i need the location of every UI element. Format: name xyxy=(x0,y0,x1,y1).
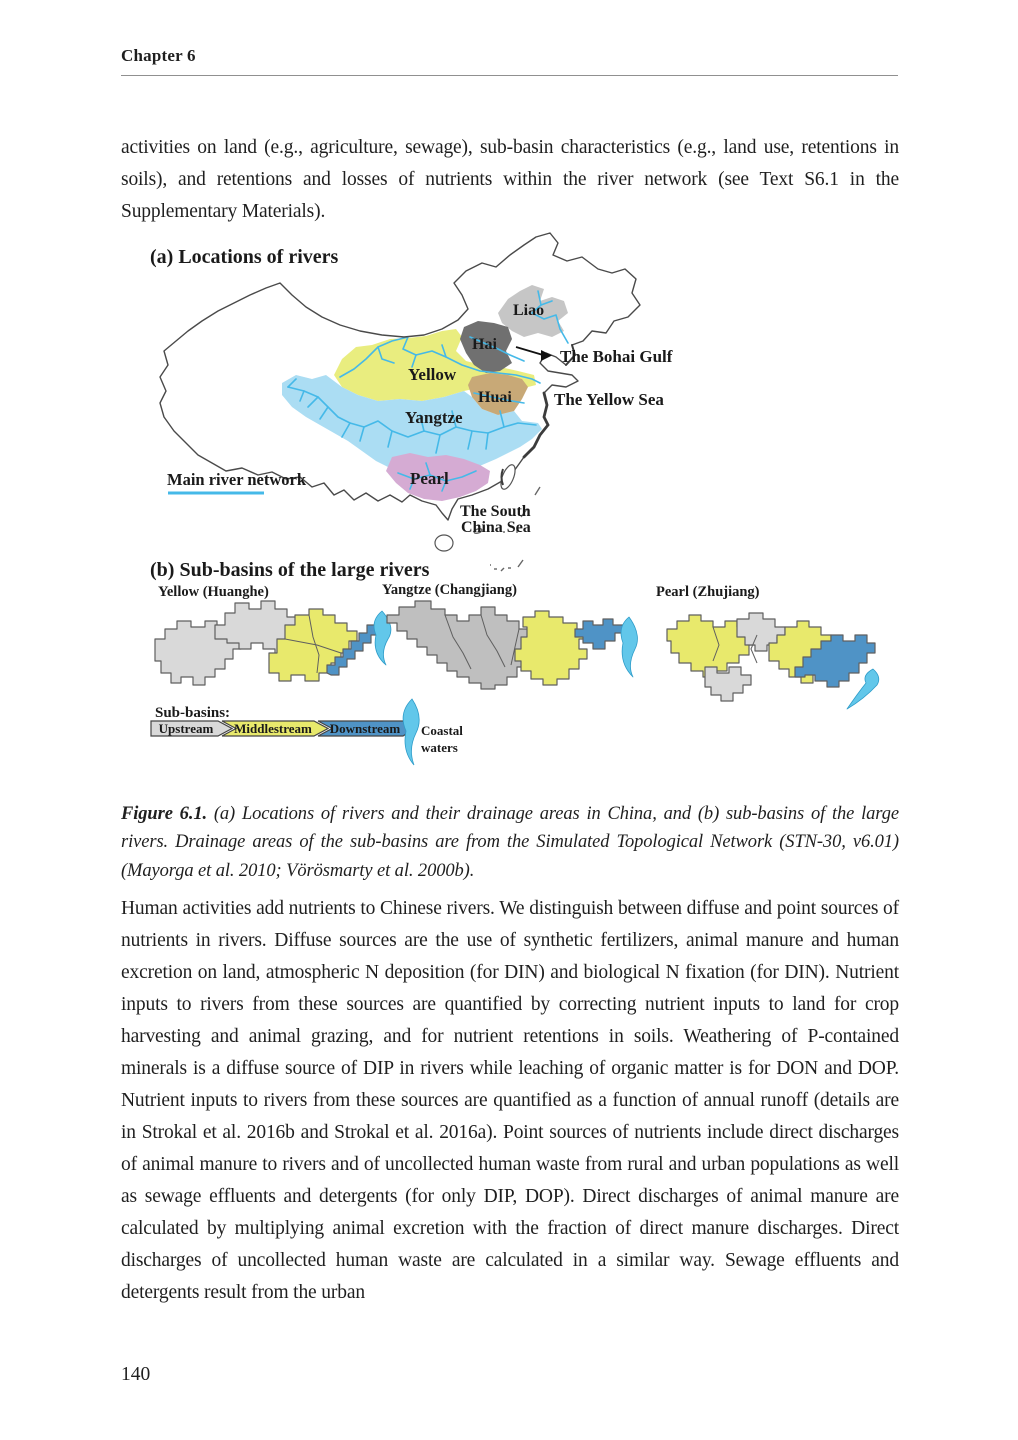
pearl-gray-south xyxy=(705,667,751,701)
pearl-label: Pearl xyxy=(410,469,449,488)
pearl-subbasin-map xyxy=(656,584,879,709)
subbasins-legend xyxy=(151,699,463,765)
figure-caption xyxy=(121,800,899,886)
liao-label: Liao xyxy=(513,302,545,319)
china-map xyxy=(160,233,673,571)
upstream-label: Upstream xyxy=(158,721,214,736)
page-number: 140 xyxy=(121,1364,151,1385)
south-china-sea-label-2: China Sea xyxy=(461,519,531,536)
figure-6-1 xyxy=(120,225,900,777)
river-network-legend-label: Main river network xyxy=(167,470,307,489)
bohai-gulf-label: The Bohai Gulf xyxy=(560,347,673,366)
hainan-island xyxy=(435,535,453,551)
yangtze-subbasin-map xyxy=(382,582,637,689)
paragraph-intro: activities on land (e.g., agriculture, sewage), sub-basin characteristics (e.g., land use, retentions in soils), and retentions and losses of nutrients within the river network (see Text S6.1 in the Supplementary Materials). xyxy=(121,136,899,222)
south-china-sea-label-1: The South xyxy=(460,503,531,520)
chapter-header: Chapter 6 xyxy=(121,46,898,76)
yangtze-label: Yangtze xyxy=(405,408,463,427)
yellow-subbasin-map xyxy=(155,584,391,685)
figure-caption-number: Figure 6.1. xyxy=(121,803,208,824)
figure-caption-text: (a) Locations of rivers and their drainage areas in China, and (b) sub-basins of the large rivers. Drainage areas of the sub-basins are from the Simulated Topological Network (STN-30, v6.01) (Mayorga et al. 2010; Vörösmarty et al. 2000b). xyxy=(121,803,899,881)
river-network-legend xyxy=(167,470,307,493)
yangtze-upstream xyxy=(387,601,541,689)
yangtze-middlestream xyxy=(515,611,587,685)
panel-a-title: (a) Locations of rivers xyxy=(150,246,339,268)
subbasins-legend-label: Sub-basins: xyxy=(155,705,231,721)
middlestream-label: Middlestream xyxy=(234,721,312,736)
bohai-arrow xyxy=(516,347,552,361)
yellow-label: Yellow xyxy=(408,365,457,384)
panel-b-title: (b) Sub-basins of the large rivers xyxy=(150,559,430,581)
yellow-subbasin-title: Yellow (Huanghe) xyxy=(158,584,269,600)
pearl-subbasin-title: Pearl (Zhujiang) xyxy=(656,584,760,600)
yangtze-downstream xyxy=(575,619,623,649)
yangtze-subbasin-title: Yangtze (Changjiang) xyxy=(382,582,517,598)
coastal-waters-label-2: waters xyxy=(421,740,458,755)
coastal-waters-shape xyxy=(403,699,419,765)
figure-svg xyxy=(120,225,900,777)
paragraph-body: Human activities add nutrients to Chinese rivers. We distinguish between diffuse and point sources of nutrients in rivers. Diffuse sources are the use of synthetic fertilizers, animal manure and human excretion on land, atmospheric N deposition (for DIN) and biological N fixation (for DIN). Nutrient inputs to rivers from these sources are quantified by correcting nutrient inputs to land for crop harvesting and animal grazing, and for nutrient retentions in soils. Weathering of P-contained minerals is a diffuse source of DIP in rivers while leaching of organic matter is for DON and DOP. Nutrient inputs to rivers from these sources are quantified as a function of annual runoff (details are in Strokal et al. 2016b and Strokal et al. 2016a). Point sources of nutrients include direct discharges of animal manure to rivers and of uncollected human waste from rural and urban populations as well as sewage effluents and detergents (for only DIP, DOP). Direct discharges of animal manure are calculated by multiplying animal excretion with the fraction of direct manure discharges. Direct discharges of uncollected human waste are calculated in a similar way. Sewage effluents and detergents result from the urban xyxy=(121,897,899,1303)
pearl-coastal-waters xyxy=(847,669,879,709)
huai-label: Huai xyxy=(478,389,512,406)
yellow-sea-label: The Yellow Sea xyxy=(554,390,664,409)
coastal-waters-label-1: Coastal xyxy=(421,723,463,738)
yangtze-coastal-waters xyxy=(621,617,637,677)
hai-label: Hai xyxy=(472,336,497,353)
downstream-label: Downstream xyxy=(329,721,401,736)
